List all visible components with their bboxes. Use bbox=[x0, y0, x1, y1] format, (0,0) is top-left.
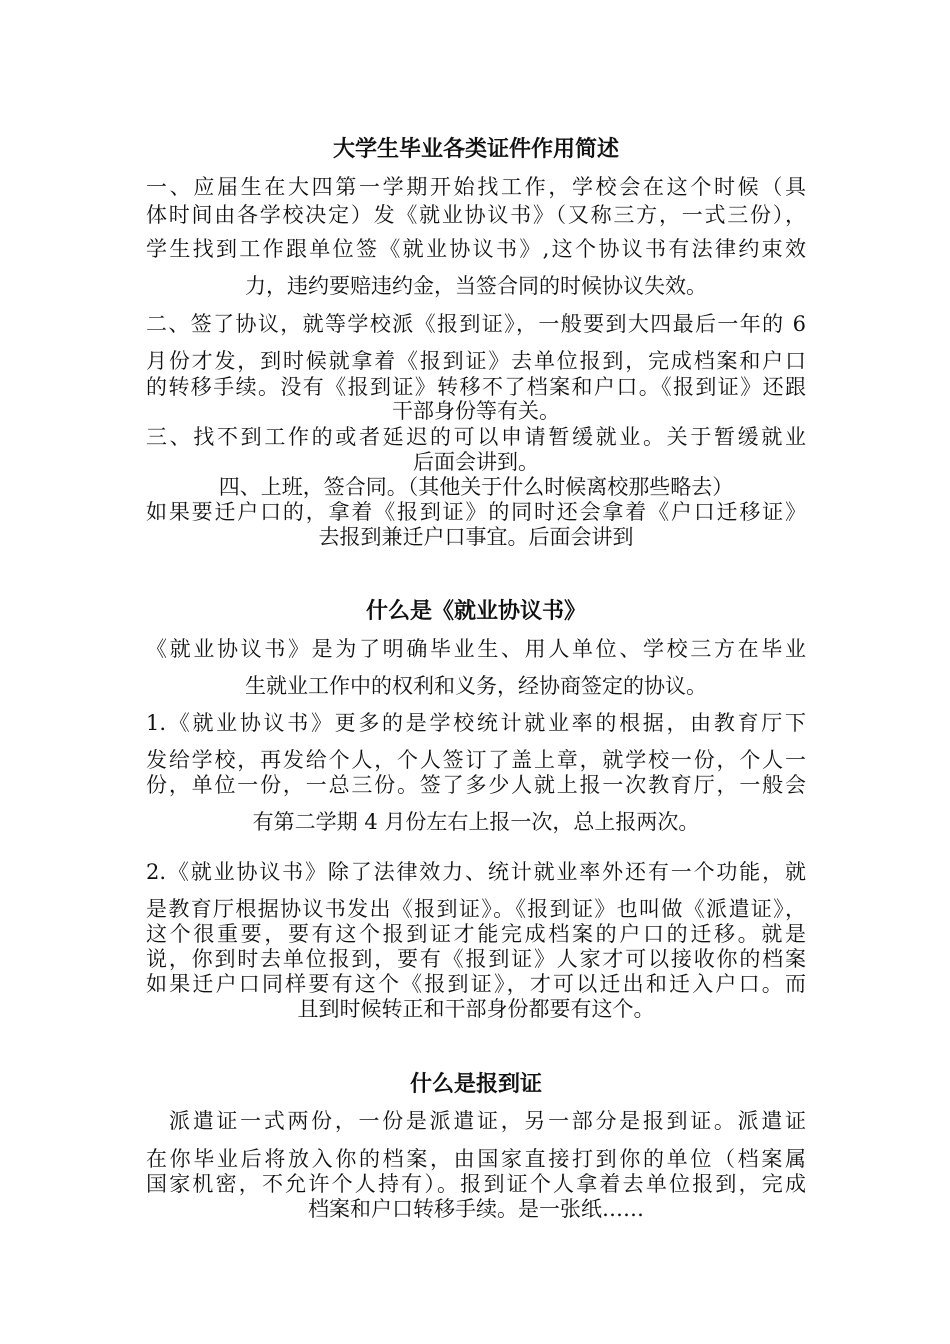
paragraph-line: 生就业工作中的权利和义务，经协商签定的协议。 bbox=[245, 674, 707, 698]
section-heading: 什么是报到证 bbox=[409, 1071, 542, 1097]
paragraph-line: 体时间由各学校决定）发《就业协议书》（又称三方，一式三份）， bbox=[146, 203, 806, 227]
paragraph-line: 三、找不到工作的或者延迟的可以申请暂缓就业。关于暂缓就业 bbox=[146, 425, 806, 449]
paragraph-line: 如果迁户口同样要有这个《报到证》，才可以迁出和迁入户口。而 bbox=[146, 972, 806, 996]
paragraph-line: 学生找到工作跟单位签《就业协议书》,这个协议书有法律约束效 bbox=[146, 237, 806, 261]
paragraph-line: 二、签了协议，就等学校派《报到证》，一般要到大四最后一年的 6 bbox=[146, 312, 806, 336]
paragraph-line: 有第二学期 4 月份左右上报一次，总上报两次。 bbox=[252, 810, 700, 834]
paragraph-line: 如果要迁户口的，拿着《报到证》的同时还会拿着《户口迁移证》 bbox=[146, 500, 806, 524]
document-page bbox=[146, 0, 806, 1344]
paragraph-line: 的转移手续。没有《报到证》转移不了档案和户口。《报到证》还跟 bbox=[146, 375, 806, 399]
paragraph-line: 月份才发，到时候就拿着《报到证》去单位报到，完成档案和户口 bbox=[146, 349, 806, 373]
paragraph-line: 是教育厅根据协议书发出《报到证》。《报到证》也叫做《派遣证》， bbox=[146, 897, 806, 921]
document-title: 大学生毕业各类证件作用简述 bbox=[332, 136, 619, 162]
section-heading: 什么是《就业协议书》 bbox=[365, 598, 586, 624]
paragraph-line: 份，单位一份，一总三份。签了多少人就上报一次教育厅，一般会 bbox=[146, 773, 806, 797]
paragraph-line: 1.《就业协议书》更多的是学校统计就业率的根据，由教育厅下 bbox=[146, 711, 806, 735]
paragraph-line: 档案和户口转移手续。是一张纸…… bbox=[308, 1197, 644, 1221]
paragraph-line: 且到时候转正和干部身份都要有这个。 bbox=[297, 997, 655, 1021]
paragraph-line: 一、应届生在大四第一学期开始找工作，学校会在这个时候（具 bbox=[146, 175, 806, 199]
paragraph-line: 发给学校，再发给个人，个人签订了盖上章，就学校一份，个人一 bbox=[146, 748, 806, 772]
paragraph-line: 《就业协议书》是为了明确毕业生、用人单位、学校三方在毕业 bbox=[146, 637, 806, 661]
paragraph-line: 这个很重要，要有这个报到证才能完成档案的户口的迁移。就是 bbox=[146, 922, 806, 946]
paragraph-line: 2.《就业协议书》除了法律效力、统计就业率外还有一个功能，就 bbox=[146, 860, 806, 884]
paragraph-line: 四、上班，签合同。（其他关于什么时候离校那些略去） bbox=[218, 475, 734, 499]
paragraph-line: 在你毕业后将放入你的档案，由国家直接打到你的单位（档案属 bbox=[146, 1147, 806, 1171]
paragraph-line: 干部身份等有关。 bbox=[392, 399, 560, 423]
paragraph-line: 说，你到时去单位报到，要有《报到证》人家才可以接收你的档案 bbox=[146, 947, 806, 971]
paragraph-line: 派遣证一式两份，一份是派遣证，另一部分是报到证。派遣证 bbox=[169, 1109, 806, 1133]
paragraph-line: 力，违约要赔违约金，当签合同的时候协议失效。 bbox=[245, 274, 707, 298]
paragraph-line: 去报到兼迁户口事宜。后面会讲到 bbox=[318, 525, 634, 549]
paragraph-line: 后面会讲到。 bbox=[413, 450, 539, 474]
paragraph-line: 国家机密，不允许个人持有）。报到证个人拿着去单位报到，完成 bbox=[146, 1172, 806, 1196]
